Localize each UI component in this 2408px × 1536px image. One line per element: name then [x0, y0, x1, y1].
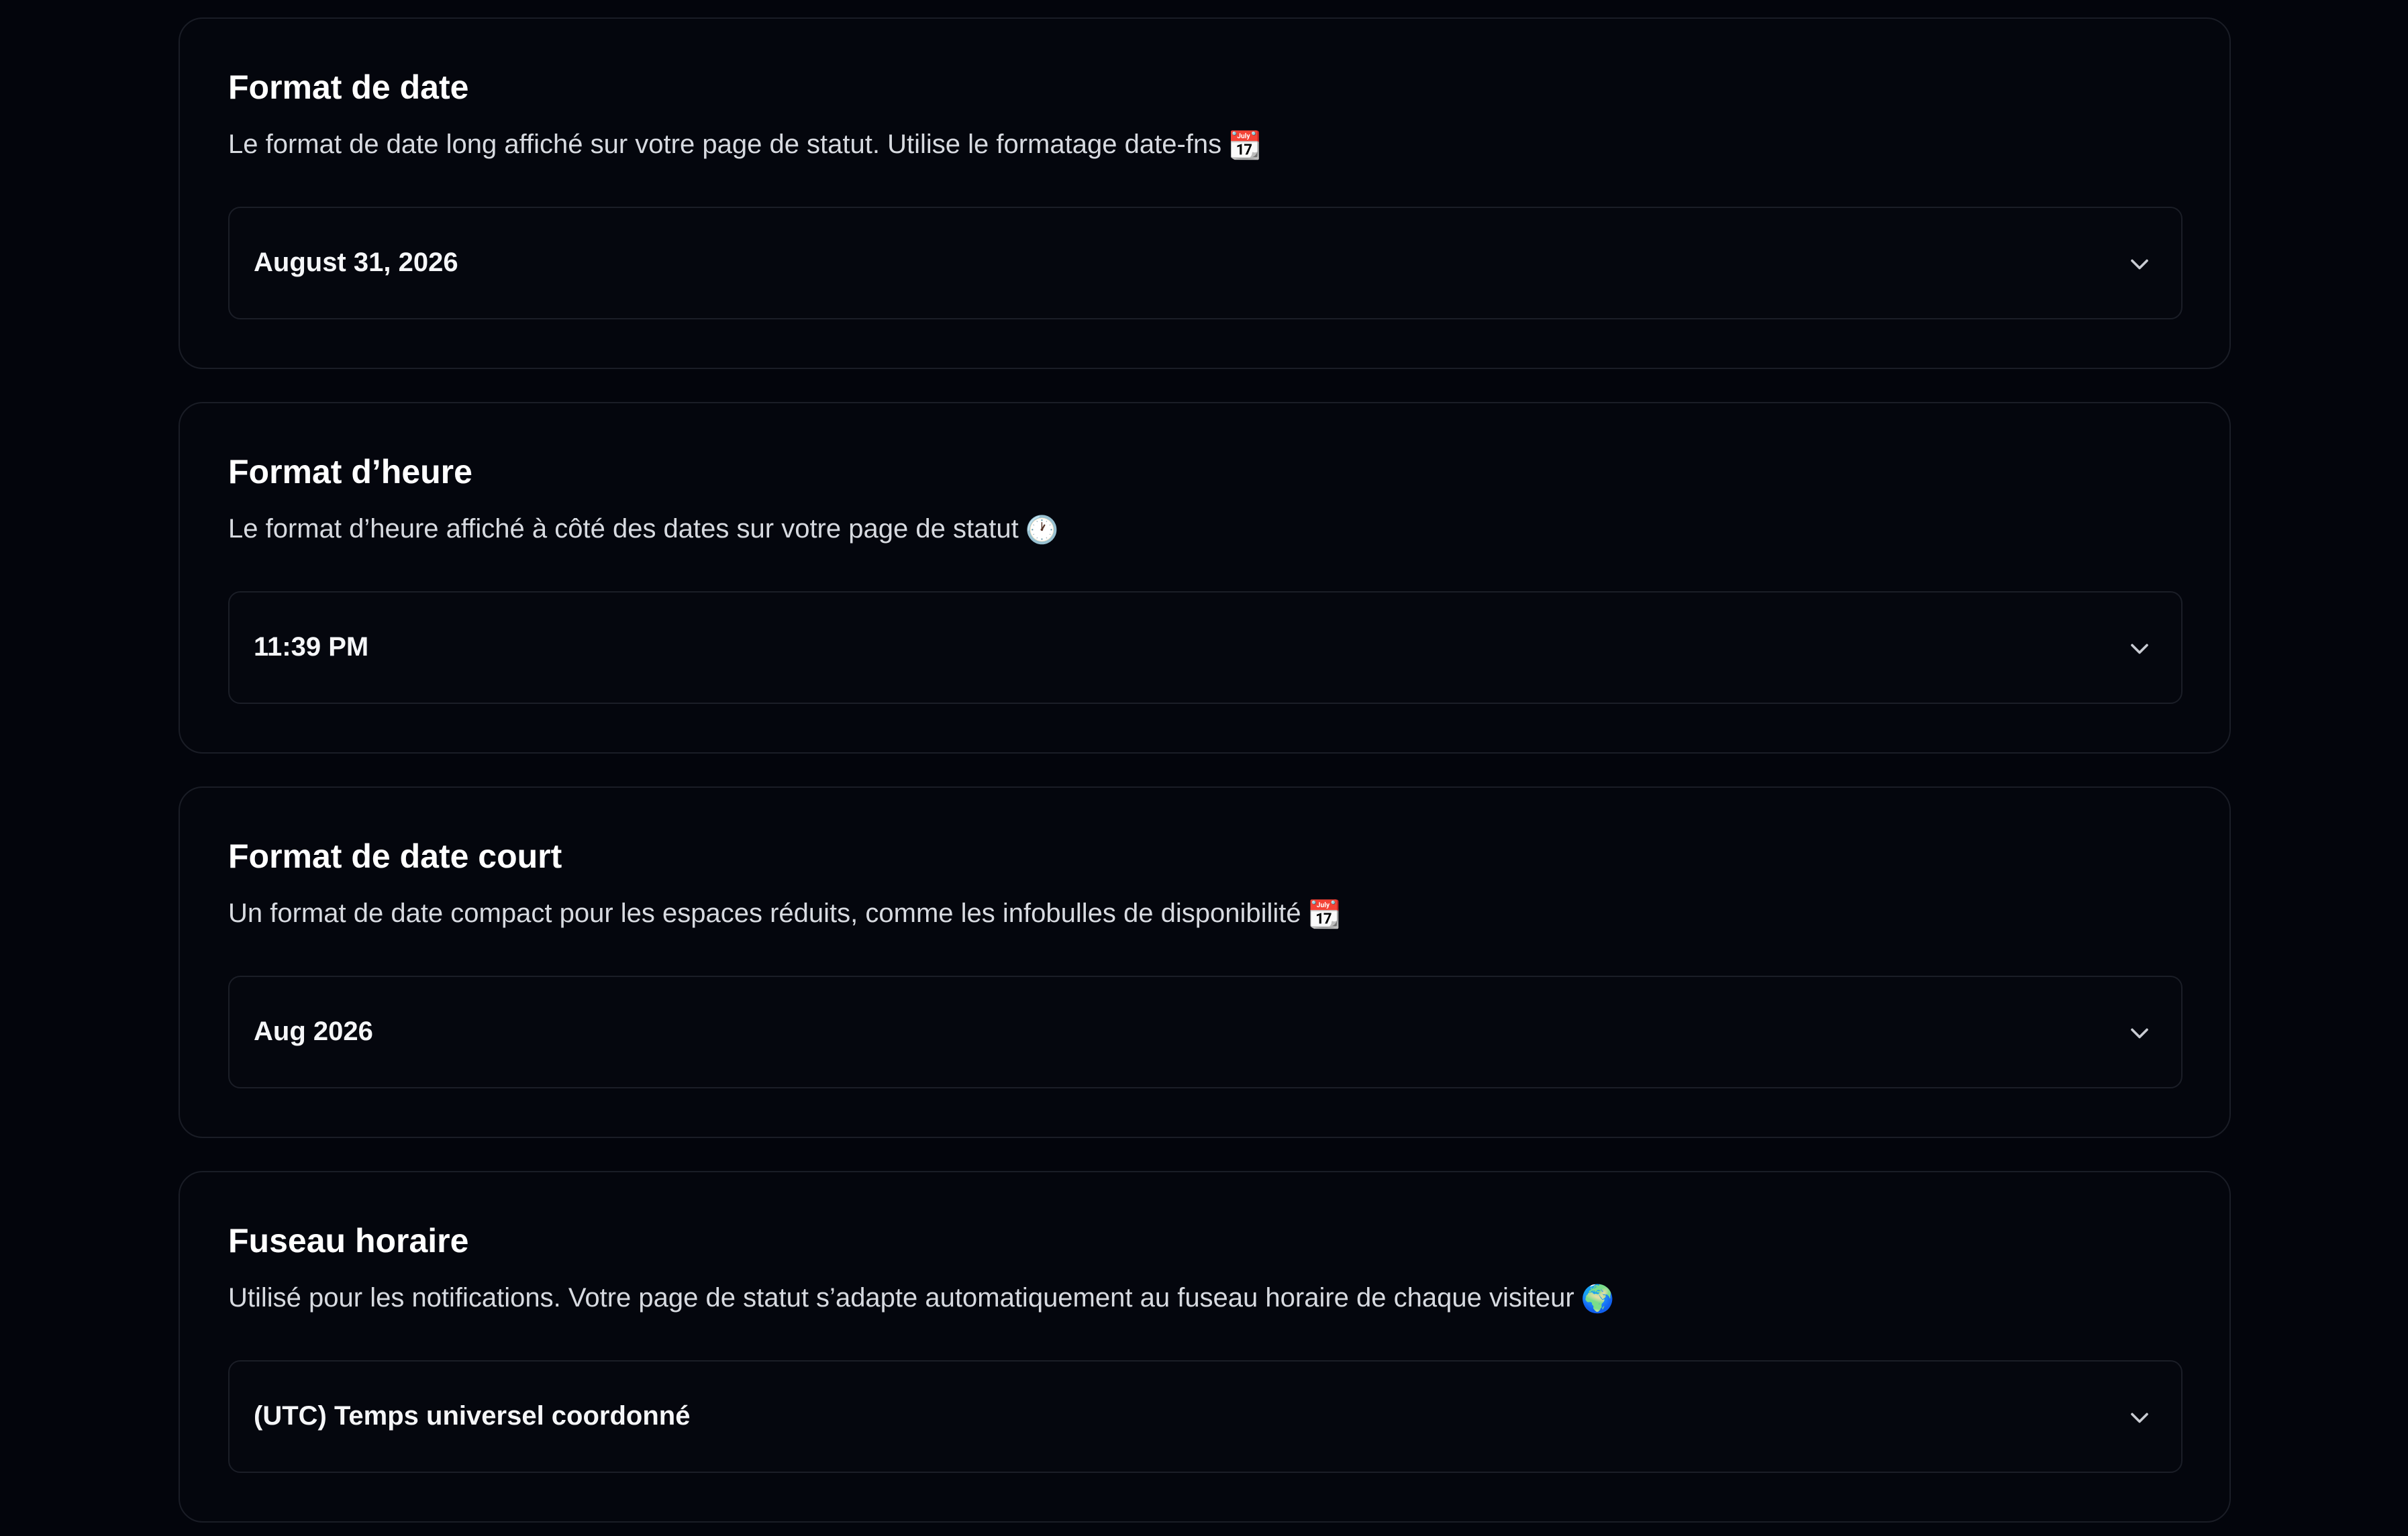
- chevron-down-icon: [2125, 1403, 2154, 1433]
- timezone-selected-value: (UTC) Temps universel coordonné: [254, 1401, 691, 1431]
- chevron-down-icon: [2125, 250, 2154, 279]
- calendar-icon: 📆: [1307, 900, 1342, 930]
- short-date-format-description: [228, 897, 1341, 931]
- clock-icon: 🕐: [1025, 515, 1059, 546]
- time-format-description-text: Le format d’heure affiché à côté des dates sur votre page de statut: [228, 514, 1019, 544]
- date-format-select[interactable]: [228, 207, 2183, 319]
- short-date-format-description-text: Un format de date compact pour les espaces réduits, comme les infobulles de disponibilité: [228, 899, 1301, 928]
- globe-icon: 🌍: [1581, 1284, 1615, 1315]
- date-format-selected-value: August 31, 2026: [254, 248, 458, 277]
- timezone-select[interactable]: [228, 1360, 2183, 1473]
- time-format-selected-value: 11:39 PM: [254, 632, 369, 662]
- timezone-description-text: Utilisé pour les notifications. Votre page de statut s’adapte automatiquement au fuseau horaire de chaque visiteur: [228, 1283, 1574, 1313]
- chevron-down-icon: [2125, 634, 2154, 664]
- short-date-format-selected-value: Aug 2026: [254, 1017, 373, 1046]
- timezone-card: [179, 1171, 2231, 1523]
- date-format-description: [228, 128, 1262, 162]
- chevron-down-icon: [2125, 1019, 2154, 1048]
- short-date-format-title: Format de date court: [228, 837, 562, 875]
- timezone-description: [228, 1282, 1615, 1315]
- date-format-card: [179, 17, 2231, 369]
- time-format-description: [228, 513, 1059, 546]
- short-date-format-select[interactable]: [228, 976, 2183, 1088]
- time-format-title: Format d’heure: [228, 453, 472, 491]
- time-format-card: [179, 402, 2231, 754]
- time-format-select[interactable]: [228, 591, 2183, 704]
- calendar-icon: 📆: [1228, 131, 1262, 161]
- short-date-format-card: [179, 786, 2231, 1138]
- date-format-description-text: Le format de date long affiché sur votre page de statut. Utilise le formatage date-fns: [228, 130, 1222, 159]
- date-format-title: Format de date: [228, 68, 469, 106]
- timezone-title: Fuseau horaire: [228, 1222, 469, 1260]
